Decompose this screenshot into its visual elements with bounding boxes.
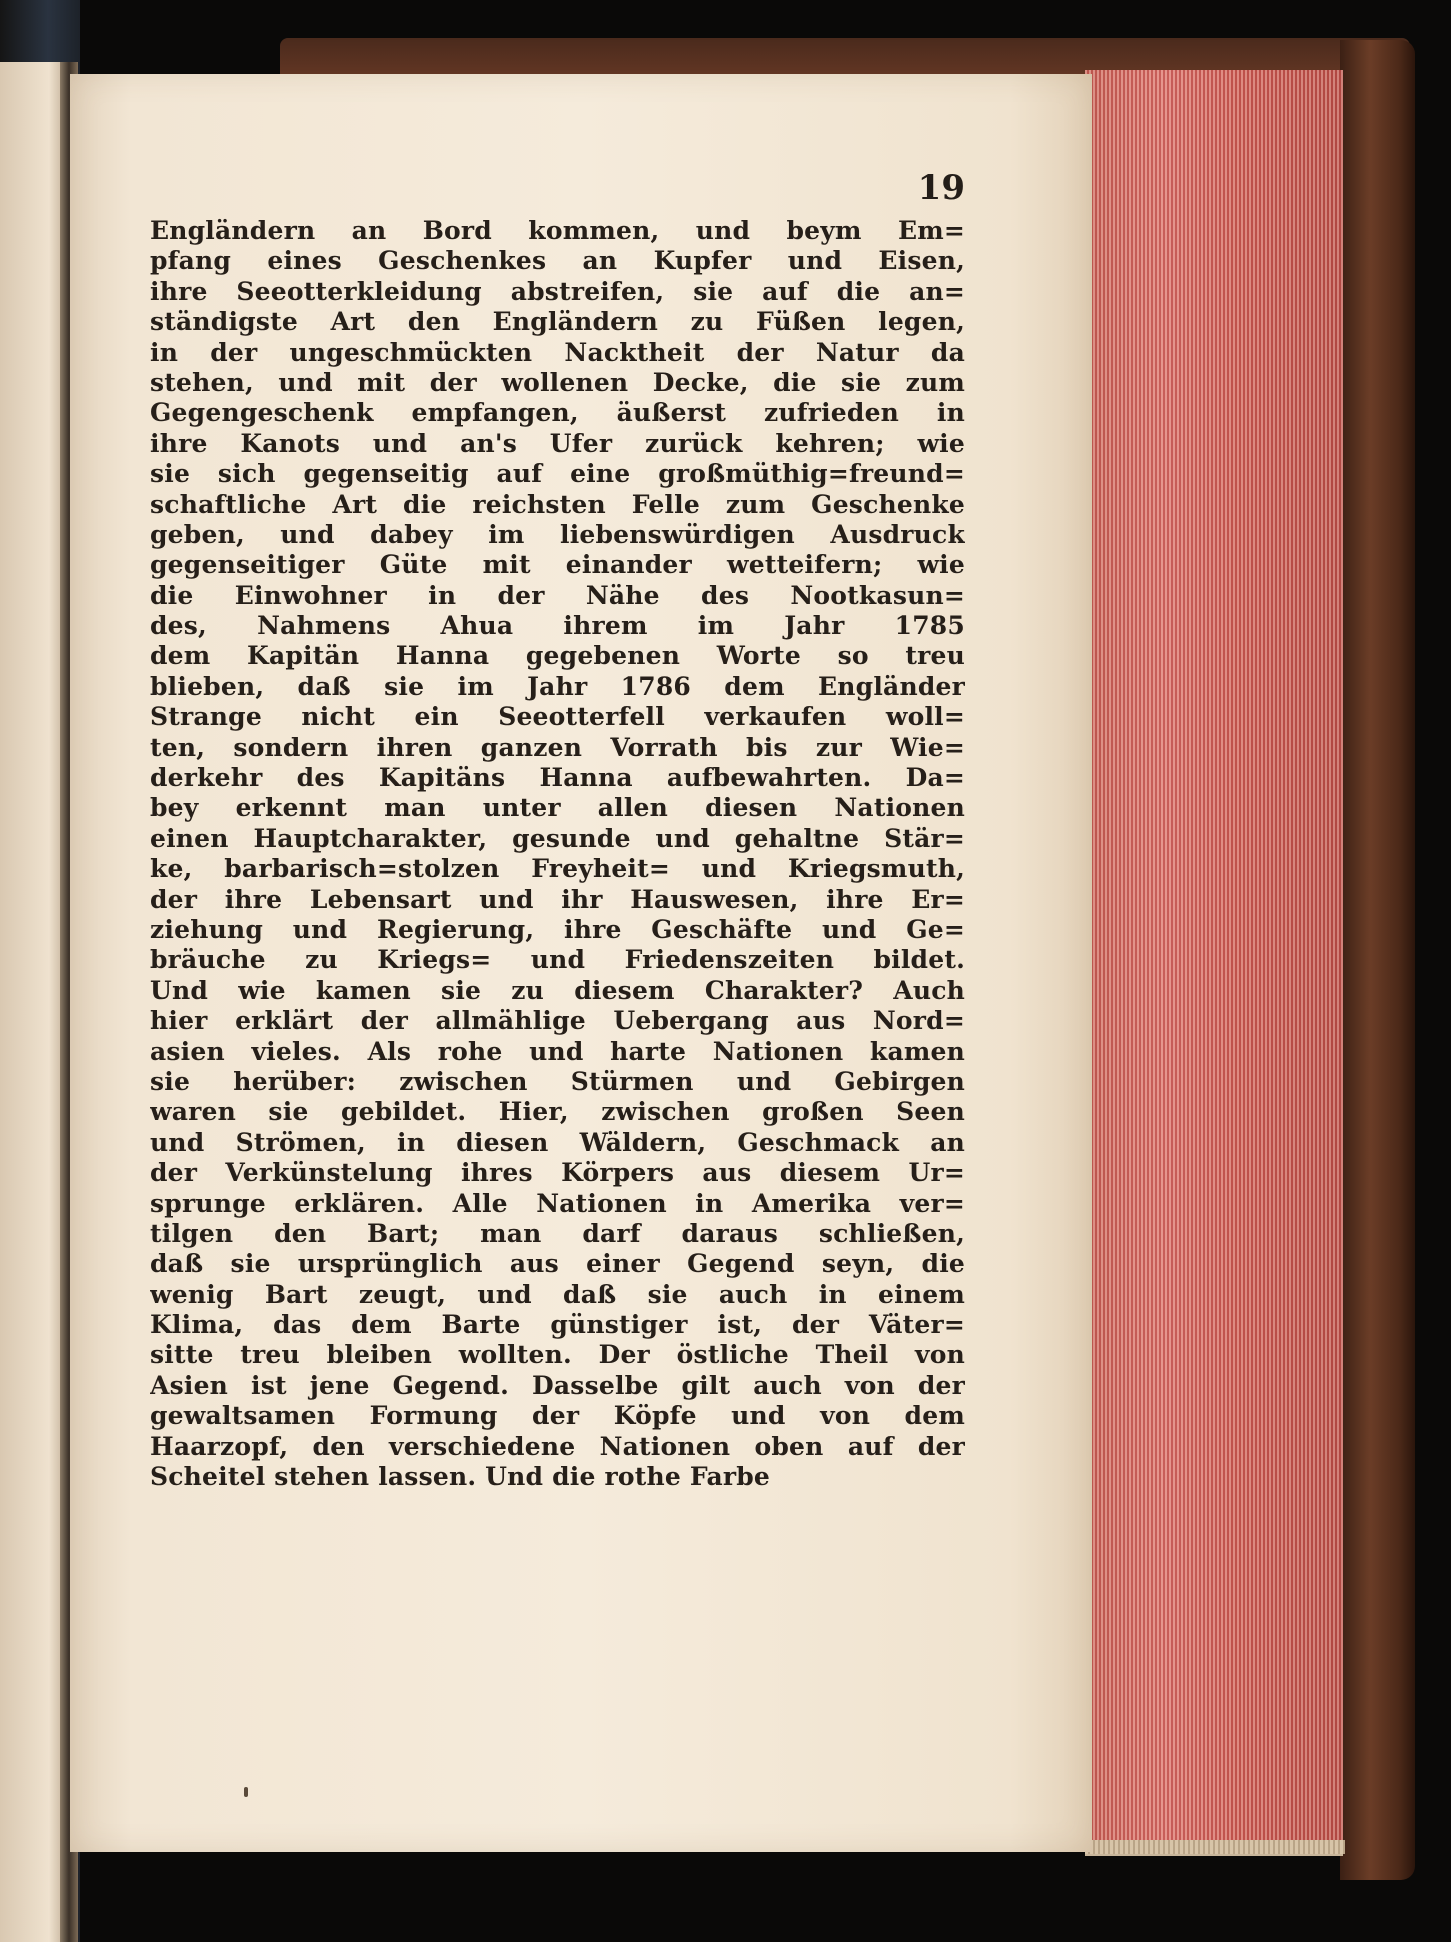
text-line: gewaltsamen Formung der Köpfe und von dem <box>150 1401 965 1431</box>
text-line: ständigste Art den Engländern zu Füßen legen, <box>150 307 965 337</box>
text-line: geben, und dabey im liebenswürdigen Ausdruck <box>150 519 965 549</box>
text-line: ten, sondern ihren ganzen Vorrath bis zur Wie= <box>150 732 965 762</box>
text-line: einen Hauptcharakter, gesunde und gehaltne Stär= <box>150 823 965 853</box>
text-line: wenig Bart zeugt, und daß sie auch in einem <box>150 1279 965 1309</box>
page-number: 19 <box>917 168 965 208</box>
text-line: stehen, und mit der wollenen Decke, die sie zum <box>150 367 965 397</box>
text-line: tilgen den Bart; man darf daraus schließen, <box>150 1218 965 1248</box>
text-line: Strange nicht ein Seeotterfell verkaufen woll= <box>150 702 965 732</box>
text-line: hier erklärt der allmählige Uebergang aus Nord= <box>150 1006 965 1036</box>
text-line: sie herüber: zwischen Stürmen und Gebirgen <box>150 1066 965 1096</box>
text-line: waren sie gebildet. Hier, zwischen großen Seen <box>150 1097 965 1127</box>
text-line: die Einwohner in der Nähe des Nootkasun= <box>150 580 965 610</box>
text-line: derkehr des Kapitäns Hanna aufbewahrten. Da= <box>150 763 965 793</box>
book-cover-right <box>1340 40 1415 1880</box>
text-line: in der ungeschmückten Nacktheit der Natur da <box>150 337 965 367</box>
page-fore-edge <box>1085 70 1343 1856</box>
text-line: sprunge erklären. Alle Nationen in Amerika ver= <box>150 1188 965 1218</box>
text-line: dem Kapitän Hanna gegebenen Worte so treu <box>150 641 965 671</box>
text-line: ziehung und Regierung, ihre Geschäfte und Ge= <box>150 914 965 944</box>
text-line: schaftliche Art die reichsten Felle zum Geschenke <box>150 489 965 519</box>
text-line: blieben, daß sie im Jahr 1786 dem Engländer <box>150 671 965 701</box>
page-text <box>150 216 965 1492</box>
text-line: asien vieles. Als rohe und harte Nationen kamen <box>150 1036 965 1066</box>
text-line: Und wie kamen sie zu diesem Charakter? Auch <box>150 975 965 1005</box>
text-line: und Strömen, in diesen Wäldern, Geschmack an <box>150 1127 965 1157</box>
text-line: bräuche zu Kriegs= und Friedenszeiten bildet. <box>150 945 965 975</box>
text-line: sitte treu bleiben wollten. Der östliche Theil von <box>150 1340 965 1370</box>
text-line: Scheitel stehen lassen. Und die rothe Farbe <box>150 1462 771 1492</box>
text-line: der ihre Lebensart und ihr Hauswesen, ihre Er= <box>150 884 965 914</box>
text-line: ihre Kanots und an's Ufer zurück kehren; wie <box>150 428 965 458</box>
text-line: Haarzopf, den verschiedene Nationen oben auf der <box>150 1431 965 1461</box>
text-line: Gegengeschenk empfangen, äußerst zufrieden in <box>150 398 965 428</box>
text-line: Engländern an Bord kommen, und beym Em= <box>150 216 965 245</box>
text-line: ihre Seeotterkleidung abstreifen, sie auf die an= <box>150 276 965 306</box>
paper-speck <box>244 1787 248 1797</box>
text-line: der Verkünstelung ihres Körpers aus diesem Ur= <box>150 1158 965 1188</box>
text-line: Asien ist jene Gegend. Dasselbe gilt auch von der <box>150 1370 965 1400</box>
page-bottom-edge <box>1085 1840 1345 1854</box>
text-line: Klima, das dem Barte günstiger ist, der Väter= <box>150 1310 965 1340</box>
text-line: pfang eines Geschenkes an Kupfer und Eisen, <box>150 246 965 276</box>
text-line: gegenseitiger Güte mit einander wetteifern; wie <box>150 550 965 580</box>
text-line: ke, barbarisch=stolzen Freyheit= und Kriegsmuth, <box>150 854 965 884</box>
text-line: sie sich gegenseitig auf eine großmüthig=freund= <box>150 459 965 489</box>
text-line: bey erkennt man unter allen diesen Nationen <box>150 793 965 823</box>
text-line: des, Nahmens Ahua ihrem im Jahr 1785 <box>150 611 965 641</box>
text-line: daß sie ursprünglich aus einer Gegend seyn, die <box>150 1249 965 1279</box>
